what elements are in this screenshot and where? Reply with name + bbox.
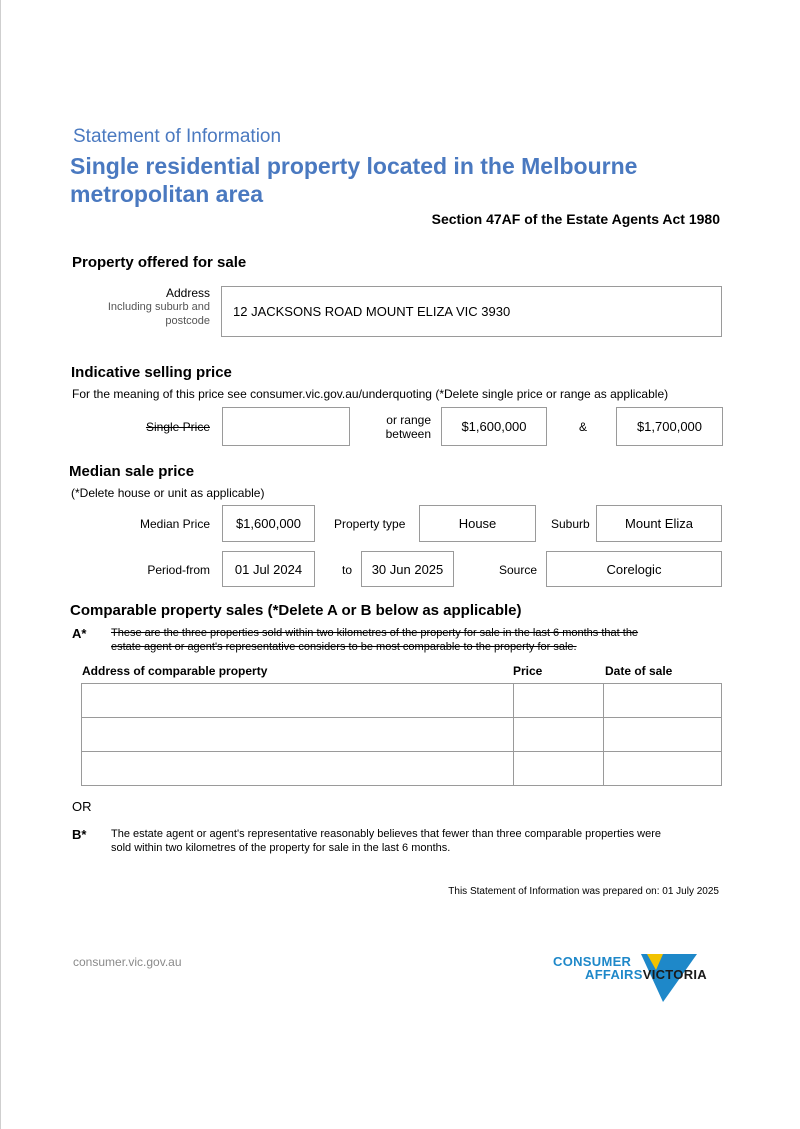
option-a-text <box>111 626 638 654</box>
logo-victoria: VICTORIA <box>642 967 707 982</box>
range-low-field[interactable] <box>441 407 547 446</box>
address-sublabel-1: Including suburb and <box>107 301 210 313</box>
range-high-field[interactable] <box>616 407 723 446</box>
table-row <box>82 718 722 752</box>
row-date-cell[interactable] <box>604 684 722 718</box>
address-label: Address <box>165 286 210 300</box>
range-low-value: $1,600,000 <box>461 419 527 434</box>
indicative-heading: Indicative selling price <box>71 364 232 381</box>
median-heading: Median sale price <box>69 463 195 480</box>
option-a-line2: estate agent or agent's representative considers to be most comparable to the property for sale. <box>111 641 577 653</box>
to-label: to <box>342 563 353 577</box>
option-b-line2: sold within two kilometres of the property for sale in the last 6 months. <box>111 842 451 854</box>
row-date-cell[interactable] <box>604 752 722 786</box>
row-date-cell[interactable] <box>604 718 722 752</box>
option-a-line1: These are the three properties sold within two kilometres of the property for sale in the last 6 months that the <box>111 627 639 639</box>
property-type-field[interactable] <box>419 505 536 542</box>
property-type-value: House <box>458 516 497 531</box>
address-field[interactable] <box>221 286 722 337</box>
median-price-label: Median Price <box>139 517 210 531</box>
row-price-cell[interactable] <box>514 752 604 786</box>
property-heading: Property offered for sale <box>72 254 247 271</box>
period-from-label: Period-from <box>147 563 210 577</box>
col-price-header: Price <box>513 664 543 678</box>
row-address-cell[interactable] <box>82 752 514 786</box>
col-address-header: Address of comparable property <box>82 664 268 678</box>
address-label-group <box>81 286 210 328</box>
main-title-line2: metropolitan area <box>70 181 263 207</box>
range-label-line1: or range <box>386 413 431 427</box>
ampersand: & <box>579 420 588 434</box>
median-price-value: $1,600,000 <box>235 516 302 531</box>
row-address-cell[interactable] <box>82 718 514 752</box>
consumer-affairs-logo <box>553 952 725 1004</box>
period-to-value: 30 Jun 2025 <box>371 561 444 577</box>
range-label <box>363 413 431 441</box>
range-label-line2: between <box>385 427 431 441</box>
table-row <box>82 752 722 786</box>
or-text: OR <box>72 799 92 814</box>
suburb-field[interactable] <box>596 505 722 542</box>
indicative-note: For the meaning of this price see consumer.vic.gov.au/underquoting (*Delete single price or range as applicable) <box>72 387 669 401</box>
period-to-field[interactable] <box>361 551 454 587</box>
comparable-table <box>81 683 722 786</box>
option-b-text <box>111 827 661 855</box>
table-row <box>82 684 722 718</box>
property-type-label: Property type <box>334 517 406 531</box>
comparable-heading: Comparable property sales (*Delete A or B below as applicable) <box>70 602 522 619</box>
period-from-value: 01 Jul 2024 <box>234 561 303 577</box>
prepared-date: This Statement of Information was prepared on: 01 July 2025 <box>448 886 719 897</box>
period-from-field[interactable] <box>222 551 315 587</box>
row-price-cell[interactable] <box>514 684 604 718</box>
row-address-cell[interactable] <box>82 684 514 718</box>
median-note: (*Delete house or unit as applicable) <box>71 486 265 500</box>
range-high-value: $1,700,000 <box>636 419 703 434</box>
single-price-label: Single Price <box>145 420 210 434</box>
logo-affairs: AFFAIRS <box>585 967 643 982</box>
statement-title: Statement of Information <box>73 126 282 147</box>
source-field[interactable] <box>546 551 722 587</box>
logo-consumer: CONSUMER <box>553 954 632 969</box>
suburb-label: Suburb <box>551 517 590 531</box>
footer-website[interactable]: consumer.vic.gov.au <box>73 955 182 969</box>
logo-line2 <box>585 967 707 982</box>
row-price-cell[interactable] <box>514 718 604 752</box>
option-a-marker: A* <box>72 626 87 641</box>
single-price-field[interactable] <box>222 407 350 446</box>
option-b-marker: B* <box>72 827 87 842</box>
main-title-line1: Single residential property located in the Melbourne <box>70 153 638 179</box>
col-date-header: Date of sale <box>605 664 673 678</box>
median-price-field[interactable] <box>222 505 315 542</box>
option-b-line1: The estate agent or agent's representative reasonably believes that fewer than three comparable properties were <box>111 828 661 840</box>
source-value: Corelogic <box>606 561 662 577</box>
address-value: 12 JACKSONS ROAD MOUNT ELIZA VIC 3930 <box>233 304 511 319</box>
suburb-value: Mount Eliza <box>625 516 693 531</box>
section-reference: Section 47AF of the Estate Agents Act 1980 <box>431 211 720 227</box>
address-sublabel-2: postcode <box>165 315 210 327</box>
main-title <box>70 152 637 208</box>
source-label: Source <box>499 563 538 577</box>
